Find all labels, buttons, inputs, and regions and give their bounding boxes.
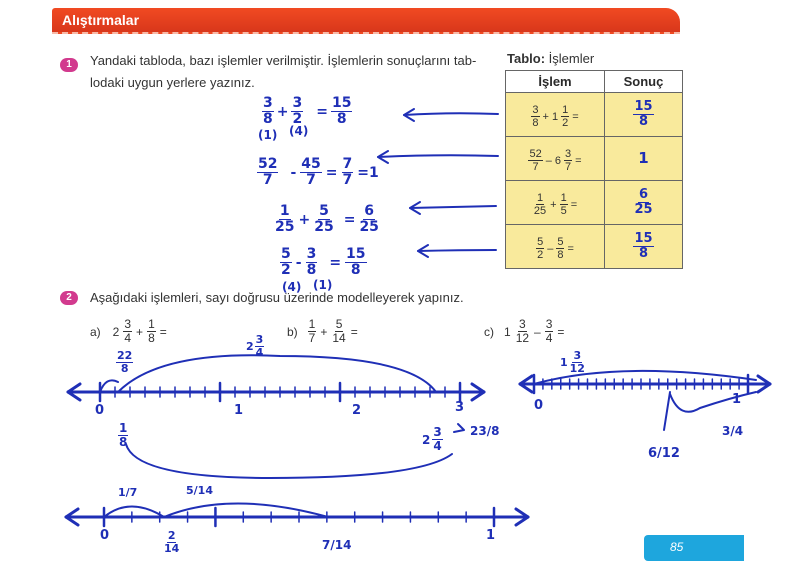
work-4-frac-a: $\frac{5}{2}$	[281, 246, 291, 279]
work-1-frac-b: $\frac{3}{2}$	[292, 95, 303, 128]
work-4-frac-b: $\frac{3}{8}$	[306, 246, 317, 279]
line-a-tick-0: 0	[95, 403, 105, 418]
result-cell: 1	[605, 137, 683, 181]
work-1-frac-a: $\frac{3}{8}$	[263, 95, 273, 128]
page-number: 85	[670, 540, 684, 554]
problem-b-frac-2: $\frac{5}{14}$	[332, 317, 346, 346]
problem-a-equals: =	[159, 324, 167, 339]
operation-frac-2: $\frac{3}{7}$	[564, 147, 572, 173]
line-b-tick-0: 0	[100, 528, 110, 543]
work-2-tail: =1	[357, 164, 379, 181]
operation-frac-1: $\frac{52}{7}$	[529, 147, 542, 173]
number-line-a-bottom-curve	[126, 444, 452, 478]
problem-c-whole: 1	[504, 324, 511, 339]
question-1-badge: 1	[60, 58, 78, 72]
problem-a-frac-1: $\frac{3}{4}$	[124, 317, 132, 346]
operation-cell: $\frac{3}{8}$ + 1 $\frac{1}{2}$ =	[506, 93, 605, 137]
result-fraction: $\frac{6}{25}$	[634, 186, 653, 217]
work-2-frac-b: $\frac{45}{7}$	[301, 156, 321, 189]
line-a-result: 2 $\frac{3}{4}$	[422, 425, 442, 454]
column-header-result: Sonuç	[605, 71, 683, 93]
line-a-top-fraction: $\frac{22}{8}$	[117, 349, 133, 376]
problem-a-frac-2: $\frac{1}{8}$	[148, 317, 155, 346]
work-3-frac-b: $\frac{5}{25}$	[314, 203, 334, 236]
result-fraction: $\frac{15}{8}$	[634, 230, 653, 261]
work-2-frac-a: $\frac{52}{7}$	[258, 156, 278, 189]
work-2: $\frac{52}{7}$ - $\frac{45}{7}$ = $\frac{7}{7}$ =1	[258, 156, 379, 189]
operation-frac-1: $\frac{1}{25}$	[533, 191, 547, 217]
work-3: $\frac{1}{25}$ + $\frac{5}{25}$ = $\frac{6}{25}$	[275, 203, 379, 236]
operation-cell: $\frac{5}{2}$ – $\frac{5}{8}$ =	[506, 225, 605, 269]
arrow-row-2	[378, 155, 498, 157]
line-b-arc-2-label: 5/14	[186, 484, 213, 497]
work-3-frac-a: $\frac{1}{25}$	[275, 203, 295, 236]
line-a-below-fraction: $\frac{1}{8}$	[119, 421, 128, 450]
line-b-arc-1-label: 1/7	[118, 486, 138, 499]
operation-frac-2: $\frac{1}{2}$	[562, 103, 569, 129]
number-line-c-pointer	[664, 392, 670, 430]
arrow-row-3	[410, 206, 496, 208]
arrow-row-4	[418, 250, 496, 251]
problem-b-frac-1: $\frac{1}{7}$	[308, 317, 316, 346]
operation-cell: $\frac{1}{25}$ + $\frac{1}{5}$ =	[506, 181, 605, 225]
question-2-text: Aşağıdaki işlemleri, sayı doğrusu üzerinde modelleyerek yapınız.	[90, 290, 464, 305]
operation-cell: $\frac{52}{7}$ – 6 $\frac{3}{7}$ =	[506, 137, 605, 181]
line-a-tick-3: 3	[455, 400, 465, 415]
line-a-result-improper: 23/8	[470, 424, 500, 438]
line-a-arc-label: 2 $\frac{3}{4}$	[246, 333, 264, 360]
line-b-mark-1: $\frac{2}{14}$	[164, 529, 180, 556]
work-2-middle: $\frac{7}{7}$	[342, 156, 353, 189]
number-line-a-big-arc	[118, 355, 436, 392]
column-header-operation: İşlem	[506, 71, 605, 93]
line-a-tick-2: 2	[352, 403, 362, 418]
operation-frac-1: $\frac{5}{2}$	[537, 235, 544, 261]
table-caption-text: İşlemler	[548, 51, 595, 66]
problem-c-operator: –	[534, 324, 541, 339]
work-1-mult-2: (4)	[289, 124, 309, 138]
arrow-row-1	[404, 113, 498, 115]
number-line-a-small-arrow	[454, 424, 464, 432]
section-title: Alıştırmalar	[62, 12, 140, 28]
question-1-line-2: lodaki uygun yerlere yazınız.	[90, 75, 255, 90]
work-4-mult-2: (1)	[313, 278, 333, 292]
line-c-tick-1: 1	[732, 392, 742, 407]
problem-c-equals: =	[557, 324, 565, 339]
work-3-result: $\frac{6}{25}$	[359, 203, 379, 236]
work-1-result: $\frac{15}{8}$	[331, 95, 352, 128]
number-line-c-bottom-arc	[670, 392, 756, 412]
table-caption-prefix: Tablo:	[507, 51, 546, 66]
page-number-tab	[644, 535, 744, 561]
number-line-b-arc-2	[164, 504, 328, 518]
problem-b-operator: +	[320, 324, 328, 339]
operation-frac-1: $\frac{3}{8}$	[532, 103, 539, 129]
problem-b-label: b)	[287, 324, 298, 339]
question-1-line-1: Yandaki tabloda, bazı işlemler verilmiştir. İşlemlerin sonuçlarını tab-	[90, 53, 477, 68]
work-1: $\frac{3}{8}$ + $\frac{3}{2}$ = $\frac{15}{8}$	[263, 95, 352, 128]
operation-frac-2: $\frac{5}{8}$	[557, 235, 564, 261]
line-c-arc-label: 3/4	[722, 424, 744, 438]
problem-c-frac-1: $\frac{3}{12}$	[515, 317, 530, 346]
work-4: $\frac{5}{2}$ - $\frac{3}{8}$ = $\frac{15}{8}$	[281, 246, 366, 279]
problem-c-label: c)	[484, 324, 494, 339]
work-4-result: $\frac{15}{8}$	[346, 246, 366, 279]
question-2-badge: 2	[60, 291, 78, 305]
work-4-mult-1: (4)	[282, 280, 302, 294]
problem-c-frac-2: $\frac{3}{4}$	[545, 317, 553, 346]
problem-b-equals: =	[350, 324, 358, 339]
operation-frac-2: $\frac{1}{5}$	[560, 191, 567, 217]
problem-a-operator: +	[136, 324, 144, 339]
result-fraction: $\frac{15}{8}$	[634, 98, 653, 129]
line-c-result: 6/12	[648, 446, 680, 461]
line-b-mark-2: 7/14	[322, 538, 352, 552]
line-c-tick-0: 0	[534, 398, 544, 413]
work-1-mult-1: (1)	[258, 128, 278, 142]
number-line-b-arc-1	[104, 507, 164, 518]
problem-a-whole: 2	[112, 324, 120, 339]
line-b-tick-1: 1	[486, 528, 496, 543]
line-c-top-label: 1 $\frac{3}{12}$	[560, 349, 585, 376]
line-a-tick-1: 1	[234, 403, 244, 418]
problem-a-label: a)	[90, 324, 101, 339]
